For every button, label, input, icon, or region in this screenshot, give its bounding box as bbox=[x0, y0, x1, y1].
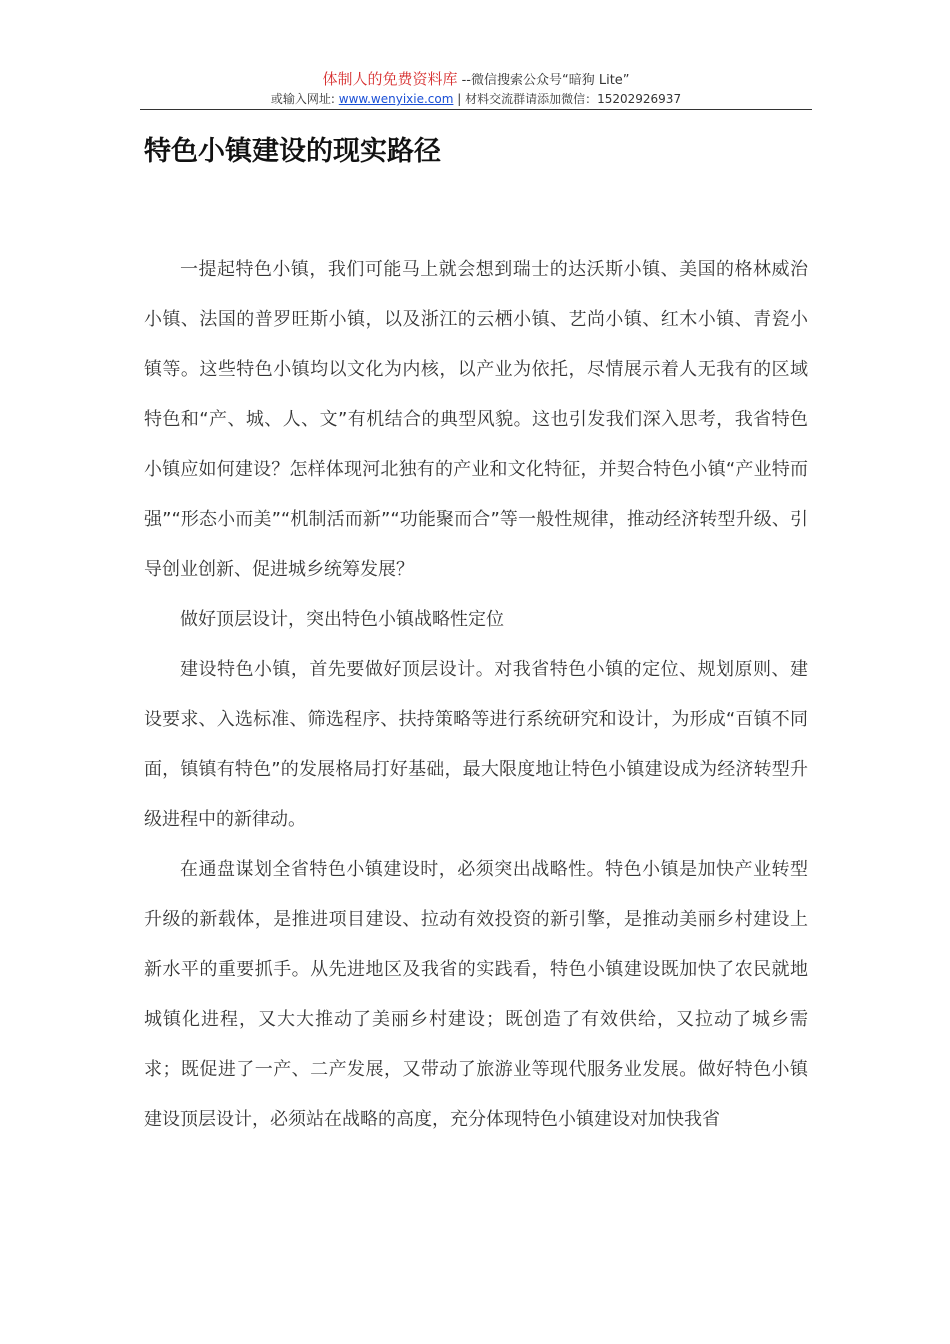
header-brand: 体制人的免费资料库 bbox=[322, 70, 458, 88]
header-line-1 bbox=[140, 70, 812, 90]
paragraph-top-design: 建设特色小镇，首先要做好顶层设计。对我省特色小镇的定位、规划原则、建设要求、入选标准、筛选程序、扶持策略等进行系统研究和设计，为形成“百镇不同面，镇镇有特色”的发展格局打好基础，最大限度地让特色小镇建设成为经济转型升级进程中的新律动。 bbox=[144, 659, 808, 830]
header-contact: | 材料交流群请添加微信：15202926937 bbox=[453, 92, 682, 106]
paragraph-strategic: 在通盘谋划全省特色小镇建设时，必须突出战略性。特色小镇是加快产业转型升级的新载体，是推进项目建设、拉动有效投资的新引擎，是推动美丽乡村建设上新水平的重要抓手。从先进地区及我省的实践看，特色小镇建设既加快了农民就地城镇化进程，又大大推动了美丽乡村建设；既创造了有效供给，又拉动了城乡需求；既促进了一产、二产发展，又带动了旅游业等现代服务业发展。做好特色小镇建设顶层设计，必须站在战略的高度，充分体现特色小镇建设对加快我省 bbox=[144, 859, 808, 1130]
website-link[interactable]: www.wenyixie.com bbox=[338, 92, 454, 106]
section-heading: 做好顶层设计，突出特色小镇战略性定位 bbox=[180, 609, 504, 630]
document-body bbox=[144, 245, 808, 1145]
header-divider bbox=[140, 109, 812, 110]
header-line-2 bbox=[140, 90, 812, 108]
page-header bbox=[140, 70, 812, 108]
document-title: 特色小镇建设的现实路径 bbox=[144, 136, 441, 167]
header-tagline: --微信搜索公众号“暗狗 Lite” bbox=[457, 73, 630, 88]
header-url-prefix: 或输入网址: bbox=[270, 92, 339, 106]
paragraph-intro: 一提起特色小镇，我们可能马上就会想到瑞士的达沃斯小镇、美国的格林威治小镇、法国的普罗旺斯小镇，以及浙江的云栖小镇、艺尚小镇、红木小镇、青瓷小镇等。这些特色小镇均以文化为内核，以产业为依托，尽情展示着人无我有的区域特色和“产、城、人、文”有机结合的典型风貌。这也引发我们深入思考，我省特色小镇应如何建设？怎样体现河北独有的产业和文化特征，并契合特色小镇“产业特而强”“形态小而美”“机制活而新”“功能聚而合”等一般性规律，推动经济转型升级、引导创业创新、促进城乡统筹发展？ bbox=[144, 259, 808, 580]
